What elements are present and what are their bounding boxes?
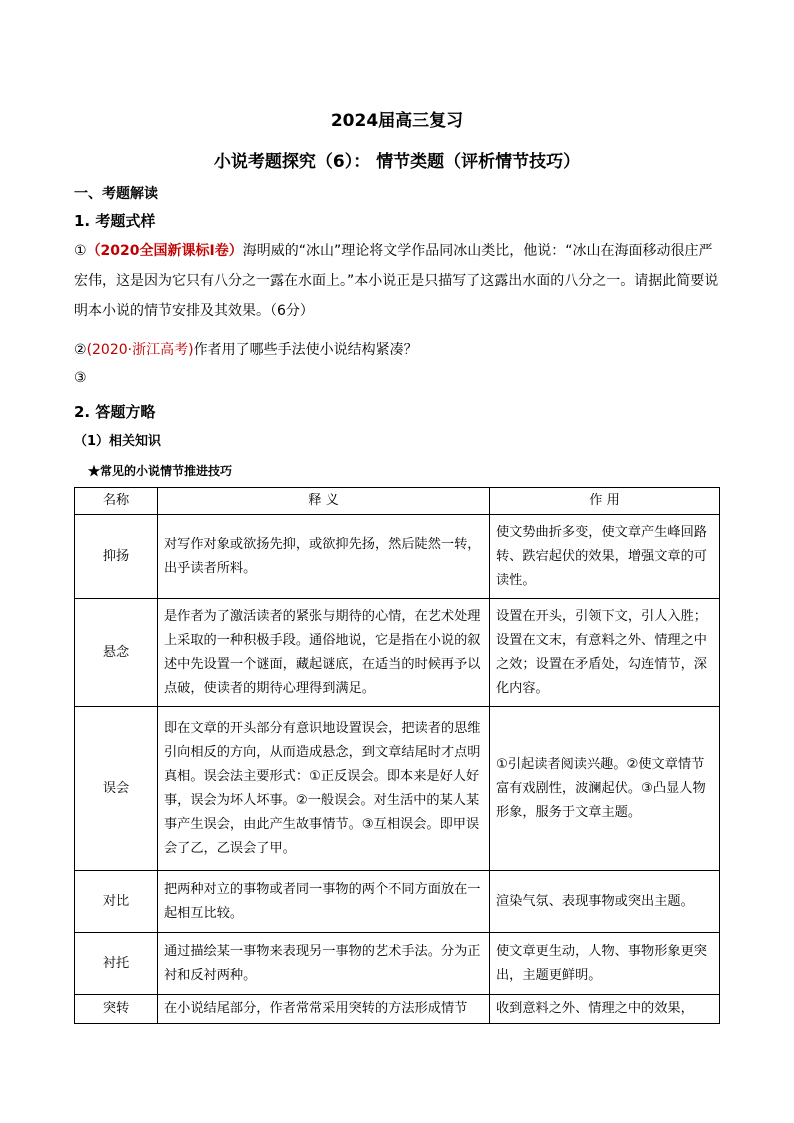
document-subtitle: 小说考题探究（6）： 情节类题（评析情节技巧） bbox=[213, 152, 581, 172]
cell-effect: 使文章更生动，人物、事物形象更突出，主题更鲜明。 bbox=[490, 933, 720, 995]
cell-effect: 设置在开头，引领下文，引人入胜；设置在文末，有意料之外、情理之中之效；设置在矛盾处，勾连情节，深化内容。 bbox=[490, 599, 720, 707]
techniques-table bbox=[74, 487, 720, 1024]
cell-name: 对比 bbox=[75, 871, 158, 933]
table-row bbox=[75, 933, 720, 995]
subsection-heading-strategy: 2. 答题方略 bbox=[74, 403, 156, 421]
cell-effect: ①引起读者阅读兴趣。②使文章情节富有戏剧性，波澜起伏。③凸显人物形象，服务于文章主题。 bbox=[490, 707, 720, 871]
question-2-text: 作者用了哪些手法使小说结构紧凑？ bbox=[193, 342, 418, 358]
header-desc: 释 义 bbox=[158, 488, 490, 515]
cell-name: 悬念 bbox=[75, 599, 158, 707]
table-caption: ★常见的小说情节推进技巧 bbox=[88, 464, 233, 478]
cell-effect: 渲染气氛、表现事物或突出主题。 bbox=[490, 871, 720, 933]
header-effect: 作 用 bbox=[490, 488, 720, 515]
question-1-text: 海明威的“冰山”理论将文学作品同冰山类比，他说：“冰山在海面移动很庄严宏伟，这是因为它只有八分之一露在水面上。”本小说正是只描写了这露出水面的八分之一。请据此简要说明本小说的情节安排及其效果。（6分） bbox=[74, 243, 719, 319]
table-row bbox=[75, 871, 720, 933]
cell-name: 衬托 bbox=[75, 933, 158, 995]
question-1 bbox=[74, 236, 724, 326]
cell-name: 抑扬 bbox=[75, 515, 158, 599]
table-row bbox=[75, 707, 720, 871]
table-header-row bbox=[75, 488, 720, 515]
cell-desc: 是作者为了激活读者的紧张与期待的心情，在艺术处理上采取的一种积极手段。通俗地说，它是指在小说的叙述中先设置一个谜面，藏起谜底，在适当的时候再予以点破，使读者的期待心理得到满足。 bbox=[158, 599, 490, 707]
document-title: 2024届高三复习 bbox=[330, 111, 464, 131]
table-row bbox=[75, 599, 720, 707]
question-2 bbox=[74, 339, 418, 359]
cell-desc: 即在文章的开头部分有意识地设置误会，把读者的思维引向相反的方向，从而造成悬念，到文章结尾时才点明真相。误会法主要形式：①正反误会。即本来是好人好事，误会为坏人坏事。②一般误会。对生活中的某人某事产生误会，由此产生故事情节。③互相误会。即甲误会了乙，乙误会了甲。 bbox=[158, 707, 490, 871]
question-2-number: ② bbox=[74, 342, 87, 358]
table-row bbox=[75, 995, 720, 1024]
question-2-source: (2020·浙江高考) bbox=[86, 342, 194, 358]
subsection-heading-knowledge: （1）相关知识 bbox=[74, 434, 162, 449]
cell-name: 误会 bbox=[75, 707, 158, 871]
cell-desc: 在小说结尾部分，作者常常采用突转的方法形成情节 bbox=[158, 995, 490, 1024]
cell-effect: 使文势曲折多变，使文章产生峰回路转、跌宕起伏的效果，增强文章的可读性。 bbox=[490, 515, 720, 599]
header-name: 名称 bbox=[75, 488, 158, 515]
table-row bbox=[75, 515, 720, 599]
question-1-source: （2020全国新课标Ⅰ卷） bbox=[86, 243, 243, 259]
cell-desc: 把两种对立的事物或者同一事物的两个不同方面放在一起相互比较。 bbox=[158, 871, 490, 933]
section-heading: 一、考题解读 bbox=[74, 186, 158, 202]
cell-effect: 收到意料之外、情理之中的效果， bbox=[490, 995, 720, 1024]
question-3-number: ③ bbox=[74, 370, 87, 386]
cell-name: 突转 bbox=[75, 995, 158, 1024]
cell-desc: 对写作对象或欲扬先抑，或欲抑先扬，然后陡然一转，出乎读者所料。 bbox=[158, 515, 490, 599]
cell-desc: 通过描绘某一事物来表现另一事物的艺术手法。分为正衬和反衬两种。 bbox=[158, 933, 490, 995]
subsection-heading-examples: 1. 考题式样 bbox=[74, 212, 156, 230]
question-1-number: ① bbox=[74, 243, 87, 259]
